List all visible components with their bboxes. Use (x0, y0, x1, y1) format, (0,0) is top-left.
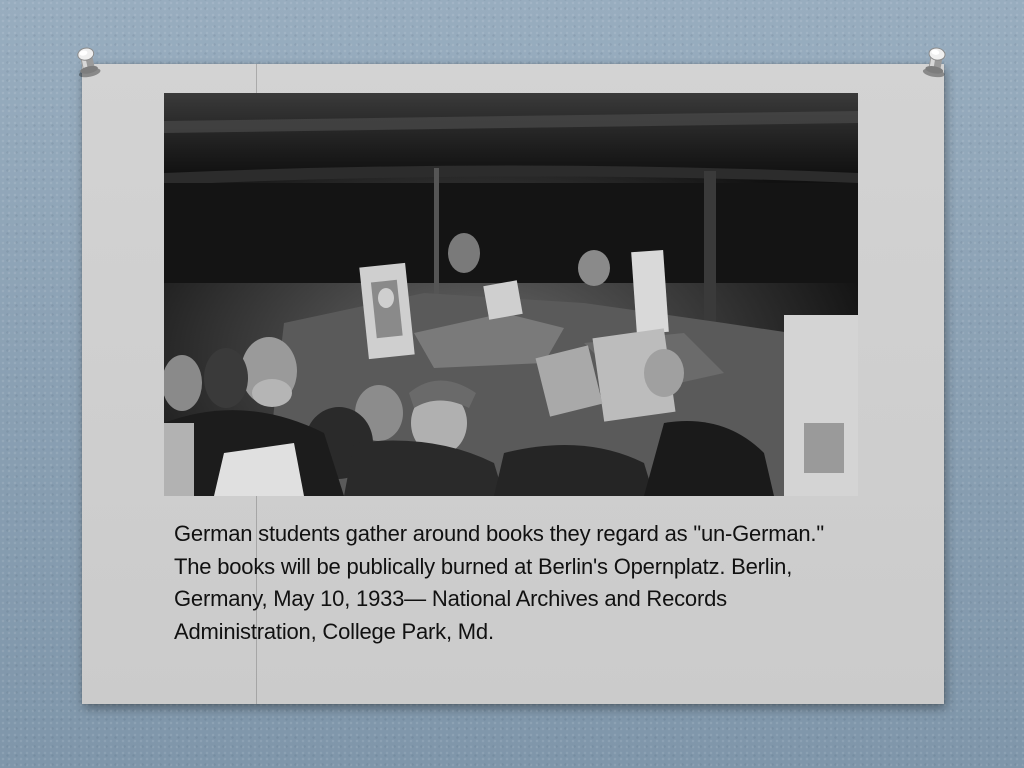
pushpin-icon (69, 39, 106, 80)
historical-photo (164, 93, 858, 496)
pushpin-icon (918, 40, 954, 81)
photo-caption: German students gather around books they regard as "un-German." The books will be publically burned at Berlin's Opernplatz. Berlin, Germany, May 10, 1933— National Archives and Records Administration, College Park, Md. (174, 521, 824, 644)
